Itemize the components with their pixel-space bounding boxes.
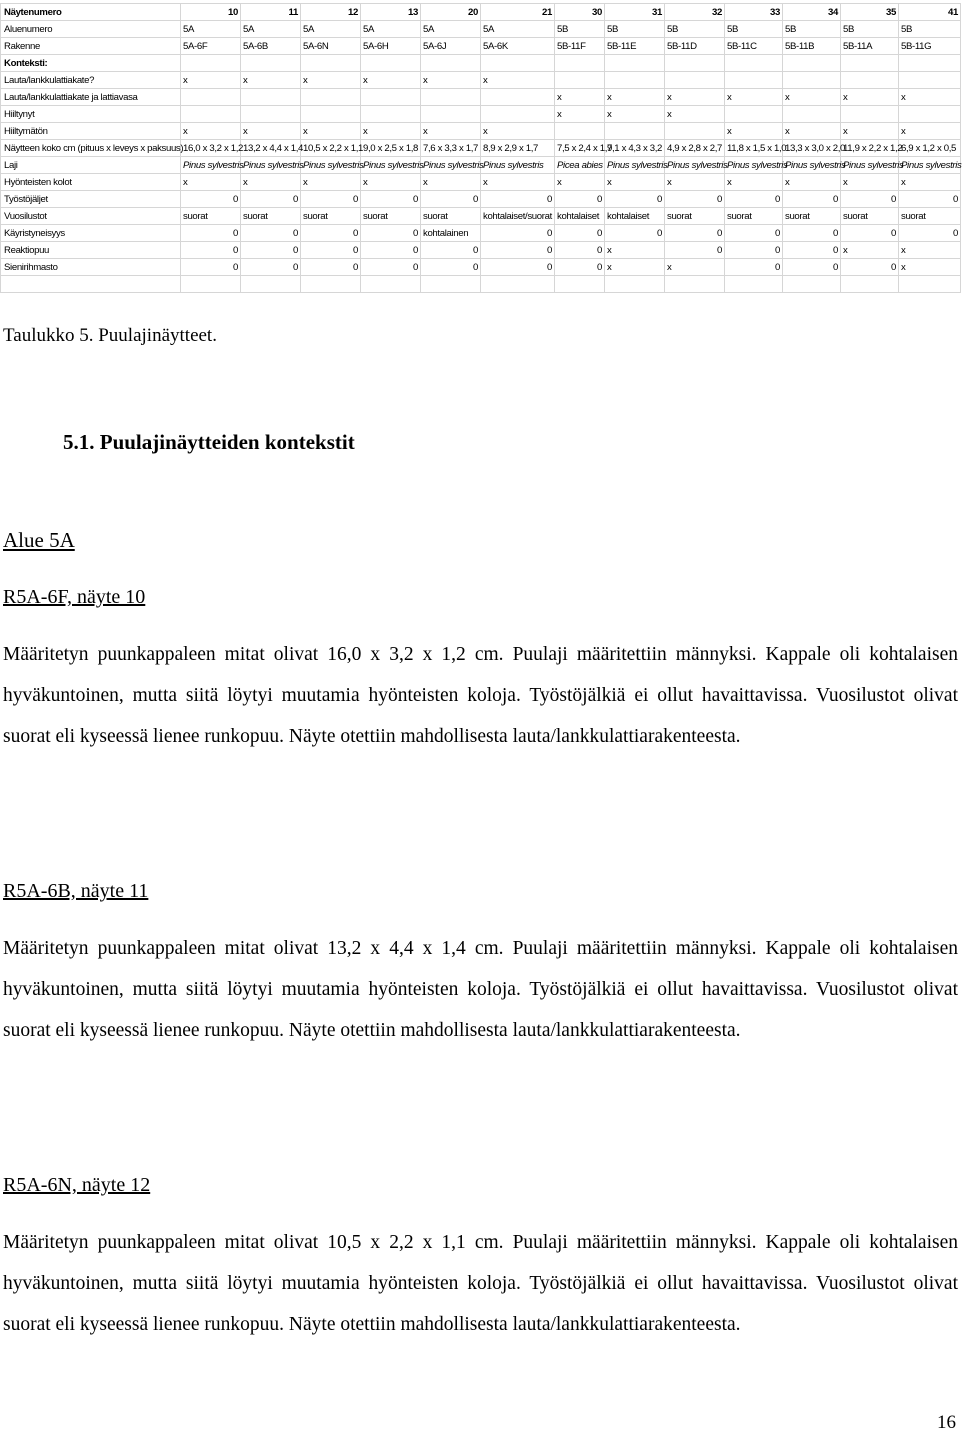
row-label: Näytenumero xyxy=(1,4,181,21)
table-cell: x xyxy=(665,106,725,123)
table-cell xyxy=(421,276,481,293)
table-cell: 0 xyxy=(665,242,725,259)
table-cell: 6,9 x 1,2 x 0,5 xyxy=(899,140,961,157)
row-label: Näytteen koko cm (pituus x leveys x paksuus) xyxy=(1,140,181,157)
section-heading: 5.1. Puulajinäytteiden kontekstit xyxy=(63,430,355,454)
table-cell: x xyxy=(421,123,481,140)
table-cell: 0 xyxy=(481,259,555,276)
table-cell: Pinus sylvestris xyxy=(783,157,841,174)
table-cell: 5B xyxy=(783,21,841,38)
table-cell xyxy=(725,106,783,123)
sample-paragraph: Määritetyn puunkappaleen mitat olivat 10,5 x 2,2 x 1,1 cm. Puulaji määritettiin männyksi. Kappale oli kohtalaisen hyväkuntoinen, mutta siitä löytyi muutamia hyönteisten koloja. Työstöjälkiä ei ollut havaittavissa. Vuosilustot olivat suorat eli kyseessä lienee runkopuu. Näyte otettiin mahdollisesta lauta/lankkulattiarakenteesta. xyxy=(3,1232,958,1335)
table-cell xyxy=(301,276,361,293)
table-cell: 0 xyxy=(555,259,605,276)
table-cell xyxy=(361,276,421,293)
table-blank-row xyxy=(1,276,961,293)
table-cell: suorat xyxy=(725,208,783,225)
table-cell: 0 xyxy=(481,225,555,242)
table-cell xyxy=(555,72,605,89)
table-cell: x xyxy=(181,72,241,89)
table-cell: x xyxy=(841,174,899,191)
table-cell xyxy=(841,106,899,123)
table-cell xyxy=(841,276,899,293)
table-cell xyxy=(899,276,961,293)
table-cell: 5A xyxy=(301,21,361,38)
table-cell: x xyxy=(899,174,961,191)
table-cell: 0 xyxy=(301,225,361,242)
sample-heading: R5A-6F, näyte 10 xyxy=(3,586,146,608)
table-cell: kohtalainen xyxy=(421,225,481,242)
header-cell: 11 xyxy=(241,4,301,21)
table-cell xyxy=(725,276,783,293)
table-cell: Pinus sylvestris xyxy=(301,157,361,174)
table-cell xyxy=(665,276,725,293)
row-label: Aluenumero xyxy=(1,21,181,38)
row-label: Hiiltymätön xyxy=(1,123,181,140)
table-cell: 0 xyxy=(725,259,783,276)
table-cell: 0 xyxy=(301,259,361,276)
header-cell: 34 xyxy=(783,4,841,21)
header-cell: 33 xyxy=(725,4,783,21)
table-cell xyxy=(783,276,841,293)
table-cell: Pinus sylvestris xyxy=(181,157,241,174)
table-cell: 0 xyxy=(899,191,961,208)
table-cell: 0 xyxy=(301,191,361,208)
table-cell: 5A xyxy=(241,21,301,38)
table-cell xyxy=(605,55,665,72)
table-cell: x xyxy=(301,72,361,89)
table-cell: x xyxy=(181,123,241,140)
table-cell: 0 xyxy=(665,191,725,208)
sample-paragraph: Määritetyn puunkappaleen mitat olivat 13,2 x 4,4 x 1,4 cm. Puulaji määritettiin männyksi. Kappale oli kohtalaisen hyväkuntoinen, mutta siitä löytyi muutamia hyönteisten koloja. Työstöjälkiä ei ollut havaittavissa. Vuosilustot olivat suorat eli kyseessä lienee runkopuu. Näyte otettiin mahdollisesta lauta/lankkulattiarakenteesta. xyxy=(3,938,958,1041)
table-cell: Pinus sylvestris xyxy=(841,157,899,174)
table-cell xyxy=(421,106,481,123)
table-cell xyxy=(421,89,481,106)
row-label: Konteksti: xyxy=(1,55,181,72)
table-cell: 5B xyxy=(725,21,783,38)
table-row xyxy=(1,259,961,276)
table-cell: 0 xyxy=(181,191,241,208)
table-cell: x xyxy=(421,174,481,191)
table-cell: 7,6 x 3,3 x 1,7 xyxy=(421,140,481,157)
row-label: Rakenne xyxy=(1,38,181,55)
table-cell xyxy=(481,106,555,123)
table-cell: 9,0 x 2,5 x 1,8 xyxy=(361,140,421,157)
table-cell xyxy=(481,55,555,72)
table-cell xyxy=(555,123,605,140)
table-cell: Pinus sylvestris xyxy=(481,157,555,174)
table-cell: x xyxy=(241,72,301,89)
table-cell: 5A xyxy=(421,21,481,38)
sample-table xyxy=(0,3,961,293)
table-cell: x xyxy=(481,174,555,191)
row-label: Lauta/lankkulattiakate? xyxy=(1,72,181,89)
table-cell: 0 xyxy=(605,225,665,242)
table-cell: 13,3 x 3,0 x 2,0 xyxy=(783,140,841,157)
table-cell: suorat xyxy=(899,208,961,225)
table-cell xyxy=(241,276,301,293)
table-cell: 11,9 x 2,2 x 1,2 xyxy=(841,140,899,157)
table-cell: 13,2 x 4,4 x 1,4 xyxy=(241,140,301,157)
table-cell: 0 xyxy=(421,191,481,208)
table-cell: x xyxy=(899,123,961,140)
table-cell: 0 xyxy=(725,242,783,259)
table-cell: suorat xyxy=(421,208,481,225)
table-cell xyxy=(361,106,421,123)
table-cell xyxy=(301,106,361,123)
table-row xyxy=(1,225,961,242)
table-cell: 0 xyxy=(605,191,665,208)
table-cell: Pinus sylvestris xyxy=(605,157,665,174)
header-cell: 13 xyxy=(361,4,421,21)
table-cell: Pinus sylvestris xyxy=(725,157,783,174)
table-cell: x xyxy=(361,123,421,140)
table-cell: 0 xyxy=(181,225,241,242)
table-cell: 7,1 x 4,3 x 3,2 xyxy=(605,140,665,157)
table-cell: x xyxy=(555,174,605,191)
table-cell: suorat xyxy=(181,208,241,225)
table-cell xyxy=(605,123,665,140)
table-cell xyxy=(181,89,241,106)
table-cell xyxy=(555,55,605,72)
table-cell: 5B-11F xyxy=(555,38,605,55)
table-cell: Pinus sylvestris xyxy=(665,157,725,174)
row-label: Käyristyneisyys xyxy=(1,225,181,242)
table-cell: 0 xyxy=(841,191,899,208)
table-row xyxy=(1,123,961,140)
table-cell: x xyxy=(421,72,481,89)
table-cell xyxy=(725,72,783,89)
table-cell: 10,5 x 2,2 x 1,1 xyxy=(301,140,361,157)
table-cell: 5B-11E xyxy=(605,38,665,55)
table-cell: x xyxy=(555,89,605,106)
table-cell: x xyxy=(181,174,241,191)
table-cell: x xyxy=(841,123,899,140)
table-row xyxy=(1,191,961,208)
sample-heading: R5A-6N, näyte 12 xyxy=(3,1174,151,1196)
table-cell: 0 xyxy=(841,225,899,242)
table-cell: 5B-11C xyxy=(725,38,783,55)
table-cell: x xyxy=(725,123,783,140)
table-cell: x xyxy=(841,242,899,259)
table-header-row xyxy=(1,4,961,21)
table-cell: 0 xyxy=(783,242,841,259)
table-cell: 5B-11D xyxy=(665,38,725,55)
table-cell: x xyxy=(783,174,841,191)
table-cell xyxy=(241,55,301,72)
table-cell: 0 xyxy=(783,191,841,208)
table-cell: 0 xyxy=(241,225,301,242)
row-label: Sienirihmasto xyxy=(1,259,181,276)
table-row xyxy=(1,242,961,259)
table-cell: x xyxy=(725,89,783,106)
row-label: Reaktiopuu xyxy=(1,242,181,259)
table-cell: x xyxy=(361,72,421,89)
table-cell: 0 xyxy=(181,259,241,276)
table-cell: x xyxy=(665,174,725,191)
table-row xyxy=(1,38,961,55)
table-cell: 0 xyxy=(361,191,421,208)
header-cell: 10 xyxy=(181,4,241,21)
table-cell xyxy=(665,123,725,140)
table-cell: 5B xyxy=(841,21,899,38)
table-cell: 0 xyxy=(555,191,605,208)
table-cell xyxy=(605,276,665,293)
table-cell: kohtalaiset xyxy=(555,208,605,225)
table-cell: x xyxy=(665,259,725,276)
table-cell xyxy=(361,55,421,72)
table-cell: x xyxy=(481,123,555,140)
table-row xyxy=(1,140,961,157)
table-cell: 0 xyxy=(725,225,783,242)
table-cell: 7,5 x 2,4 x 1,9 xyxy=(555,140,605,157)
row-label: Lauta/lankkulattiakate ja lattiavasa xyxy=(1,89,181,106)
table-cell: x xyxy=(605,259,665,276)
table-cell: 5B xyxy=(605,21,665,38)
table-cell: 16,0 x 3,2 x 1,2 xyxy=(181,140,241,157)
table-cell xyxy=(783,55,841,72)
table-cell: 5B-11G xyxy=(899,38,961,55)
table-cell xyxy=(361,89,421,106)
row-label: Hiiltynyt xyxy=(1,106,181,123)
table-cell: 0 xyxy=(665,225,725,242)
table-cell: 0 xyxy=(361,259,421,276)
table-cell: Pinus sylvestris xyxy=(361,157,421,174)
table-cell: suorat xyxy=(361,208,421,225)
area-heading: Alue 5A xyxy=(3,528,75,552)
table-cell: kohtalaiset/suorat xyxy=(481,208,555,225)
table-row xyxy=(1,21,961,38)
table-cell xyxy=(301,55,361,72)
table-cell: 5B xyxy=(665,21,725,38)
table-cell: Pinus sylvestris xyxy=(899,157,961,174)
table-cell: suorat xyxy=(241,208,301,225)
table-cell: 0 xyxy=(783,259,841,276)
table-cell xyxy=(899,55,961,72)
table-cell xyxy=(181,106,241,123)
table-cell: 0 xyxy=(841,259,899,276)
page-number: 16 xyxy=(937,1412,956,1433)
table-row xyxy=(1,72,961,89)
table-cell: suorat xyxy=(301,208,361,225)
table-cell: suorat xyxy=(665,208,725,225)
table-cell: kohtalaiset xyxy=(605,208,665,225)
table-cell xyxy=(1,276,181,293)
table-cell: 0 xyxy=(241,191,301,208)
table-cell: 11,8 x 1,5 x 1,0 xyxy=(725,140,783,157)
table-cell: Pinus sylvestris xyxy=(241,157,301,174)
table-cell xyxy=(899,72,961,89)
table-cell: 0 xyxy=(481,242,555,259)
table-row xyxy=(1,55,961,72)
table-cell xyxy=(841,55,899,72)
table-cell: 0 xyxy=(555,225,605,242)
table-cell: 0 xyxy=(241,259,301,276)
table-cell: 0 xyxy=(301,242,361,259)
table-cell xyxy=(725,55,783,72)
table-cell: x xyxy=(605,174,665,191)
table-cell: 0 xyxy=(555,242,605,259)
table-cell: x xyxy=(605,89,665,106)
header-cell: 35 xyxy=(841,4,899,21)
table-cell: 0 xyxy=(421,259,481,276)
table-cell: 5A-6N xyxy=(301,38,361,55)
table-cell: 5B-11B xyxy=(783,38,841,55)
table-cell xyxy=(605,72,665,89)
table-cell: x xyxy=(899,89,961,106)
table-cell: x xyxy=(783,89,841,106)
table-cell: 0 xyxy=(361,242,421,259)
header-cell: 31 xyxy=(605,4,665,21)
table-cell: x xyxy=(301,123,361,140)
table-cell: 5A xyxy=(181,21,241,38)
table-cell: suorat xyxy=(783,208,841,225)
table-cell: x xyxy=(605,106,665,123)
table-cell: 0 xyxy=(241,242,301,259)
table-cell: x xyxy=(725,174,783,191)
table-cell: 5B xyxy=(899,21,961,38)
table-cell xyxy=(301,89,361,106)
table-cell xyxy=(783,106,841,123)
table-row xyxy=(1,106,961,123)
row-label: Hyönteisten kolot xyxy=(1,174,181,191)
table-caption: Taulukko 5. Puulajinäytteet. xyxy=(3,325,217,346)
table-cell: 0 xyxy=(481,191,555,208)
table-cell xyxy=(241,106,301,123)
table-cell: suorat xyxy=(841,208,899,225)
sample-paragraph: Määritetyn puunkappaleen mitat olivat 16,0 x 3,2 x 1,2 cm. Puulaji määritettiin männyksi. Kappale oli kohtalaisen hyväkuntoinen, mutta siitä löytyi muutamia hyönteisten koloja. Työstöjälkiä ei ollut havaittavissa. Vuosilustot olivat suorat eli kyseessä lienee runkopuu. Näyte otettiin mahdollisesta lauta/lankkulattiarakenteesta. xyxy=(3,644,958,747)
header-cell: 12 xyxy=(301,4,361,21)
header-cell: 41 xyxy=(899,4,961,21)
table-cell: 0 xyxy=(899,225,961,242)
table-row xyxy=(1,208,961,225)
table-cell: 0 xyxy=(181,242,241,259)
table-cell xyxy=(841,72,899,89)
row-label: Laji xyxy=(1,157,181,174)
table-cell: x xyxy=(481,72,555,89)
table-cell: 5A-6J xyxy=(421,38,481,55)
table-cell: 5A-6B xyxy=(241,38,301,55)
table-cell: x xyxy=(841,89,899,106)
table-cell: 0 xyxy=(421,242,481,259)
table-cell: 4,9 x 2,8 x 2,7 xyxy=(665,140,725,157)
table-cell: x xyxy=(899,242,961,259)
table-cell: Picea abies xyxy=(555,157,605,174)
header-cell: 30 xyxy=(555,4,605,21)
table-cell: 5A xyxy=(361,21,421,38)
row-label: Työstöjäljet xyxy=(1,191,181,208)
table-cell xyxy=(181,55,241,72)
header-cell: 32 xyxy=(665,4,725,21)
table-row xyxy=(1,157,961,174)
table-cell xyxy=(241,89,301,106)
table-cell: 8,9 x 2,9 x 1,7 xyxy=(481,140,555,157)
table-row xyxy=(1,89,961,106)
table-cell: 0 xyxy=(361,225,421,242)
sample-table-body xyxy=(1,4,961,293)
header-cell: 21 xyxy=(481,4,555,21)
table-cell: 5B-11A xyxy=(841,38,899,55)
table-cell: x xyxy=(361,174,421,191)
table-cell: x xyxy=(665,89,725,106)
table-cell: x xyxy=(605,242,665,259)
table-cell: x xyxy=(783,123,841,140)
sample-heading: R5A-6B, näyte 11 xyxy=(3,880,149,902)
row-label: Vuosilustot xyxy=(1,208,181,225)
table-cell: x xyxy=(899,259,961,276)
table-cell: x xyxy=(241,174,301,191)
table-cell: x xyxy=(555,106,605,123)
table-cell xyxy=(421,55,481,72)
table-cell: x xyxy=(241,123,301,140)
table-cell xyxy=(665,72,725,89)
table-cell xyxy=(555,276,605,293)
table-cell: 0 xyxy=(783,225,841,242)
table-cell xyxy=(665,55,725,72)
table-cell: 5A-6F xyxy=(181,38,241,55)
table-cell xyxy=(783,72,841,89)
table-cell: 5A xyxy=(481,21,555,38)
table-cell xyxy=(181,276,241,293)
table-cell: 5A-6H xyxy=(361,38,421,55)
table-cell xyxy=(481,276,555,293)
table-row xyxy=(1,174,961,191)
table-cell: x xyxy=(301,174,361,191)
table-cell: 0 xyxy=(725,191,783,208)
table-cell: 5B xyxy=(555,21,605,38)
table-cell xyxy=(481,89,555,106)
table-cell: 5A-6K xyxy=(481,38,555,55)
table-cell xyxy=(899,106,961,123)
table-cell: Pinus sylvestris xyxy=(421,157,481,174)
header-cell: 20 xyxy=(421,4,481,21)
